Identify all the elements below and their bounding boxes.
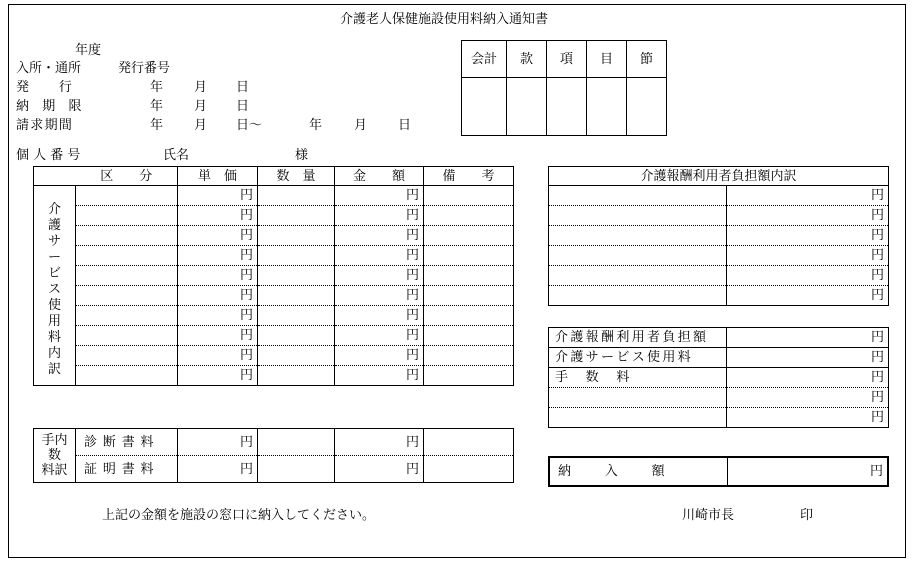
noki-label: 納 期 限 [16,99,87,114]
hakko-bango-label: 発行番号 [118,61,171,76]
service-row [34,286,514,306]
seikyu-month2: 月 [354,118,368,133]
service-row [34,226,514,246]
futan-item [549,226,727,246]
hakko-day: 日 [236,80,250,95]
vertical-char: ス [47,282,61,297]
futan-item [549,186,727,206]
service-biko [424,326,514,346]
service-kubun [76,286,178,306]
service-suryo [258,226,335,246]
summary-row [549,388,889,408]
account-moku: 目 [587,41,627,78]
service-kingaku: 円 [335,226,424,246]
summary-row [549,368,889,388]
service-suryo [258,306,335,326]
account-kan: 款 [507,41,547,78]
service-kingaku: 円 [335,346,424,366]
service-tanka: 円 [178,206,258,226]
service-tanka: 円 [178,226,258,246]
account-kaikei: 会計 [462,41,507,78]
service-tanka: 円 [178,286,258,306]
futan-row [549,286,889,306]
fee-summary-table [548,327,889,428]
service-kingaku: 円 [335,266,424,286]
futan-row [549,206,889,226]
service-row [34,306,514,326]
futan-amount: 円 [727,206,889,226]
service-kingaku: 円 [335,366,424,386]
service-kubun [76,346,178,366]
service-kingaku: 円 [335,206,424,226]
service-kubun [76,246,178,266]
summary-label [549,388,727,408]
account-kaikei-value [462,78,507,136]
seikyu-year: 年 [150,118,164,133]
tesuryo-label-line2: 数 [47,448,61,463]
account-kan-value [507,78,547,136]
futan-row [549,246,889,266]
service-row [34,186,514,206]
summary-amount: 円 [727,388,889,408]
shimei-label: 氏名 [163,148,190,163]
shindansho-tanka: 円 [178,429,258,456]
tesuryo-label-line3: 料訳 [41,463,68,478]
kojin-bango-label: 個 人 番 号 [16,148,81,163]
service-suryo [258,186,335,206]
account-code-table [461,40,667,136]
futan-amount: 円 [727,186,889,206]
service-biko [424,306,514,326]
service-kingaku: 円 [335,326,424,346]
seikyu-label: 請求期間 [16,118,74,133]
service-tanka: 円 [178,306,258,326]
service-vertical-label [34,186,76,386]
summary-amount: 円 [727,408,889,428]
summary-label: 手 数 料 [549,368,727,388]
service-kingaku: 円 [335,246,424,266]
header-biko: 備 考 [424,167,514,186]
hakko-month: 月 [194,80,208,95]
futan-item [549,266,727,286]
shindansho-label: 診断書料 [76,429,178,456]
account-setsu-value [627,78,667,136]
seikyu-month: 月 [194,118,208,133]
header-tanka: 単 価 [178,167,258,186]
header-suryo: 数 量 [258,167,335,186]
noki-day: 日 [236,99,250,114]
account-kou-value [547,78,587,136]
seal-mark: 印 [800,508,814,523]
service-tanka: 円 [178,246,258,266]
futan-amount: 円 [727,266,889,286]
service-row [34,206,514,226]
summary-row [549,328,889,348]
vertical-char: 料 [47,330,61,345]
futan-item [549,246,727,266]
service-suryo [258,366,335,386]
futan-amount: 円 [727,246,889,266]
service-kubun [76,206,178,226]
service-kingaku: 円 [335,186,424,206]
service-tanka: 円 [178,266,258,286]
service-kubun [76,226,178,246]
shomeisho-biko [424,456,514,483]
service-kubun [76,266,178,286]
service-suryo [258,246,335,266]
service-kubun [76,326,178,346]
issuer-name: 川崎市長 [682,508,735,523]
noki-year: 年 [150,99,164,114]
summary-row [549,348,889,368]
summary-amount: 円 [727,328,889,348]
seikyu-day: 日～ [236,118,263,133]
service-row [34,366,514,386]
futan-breakdown-title: 介護報酬利用者負担額内訳 [549,167,889,186]
service-tanka: 円 [178,366,258,386]
service-tanka: 円 [178,346,258,366]
service-biko [424,186,514,206]
service-suryo [258,286,335,306]
summary-label [549,408,727,428]
account-kou: 項 [547,41,587,78]
service-row [34,246,514,266]
vertical-char: 用 [47,314,61,329]
service-row [34,266,514,286]
seikyu-year2: 年 [309,118,323,133]
service-biko [424,346,514,366]
service-suryo [258,206,335,226]
tesuryo-label-line1: 手内 [41,433,68,448]
vertical-char: 護 [47,218,61,233]
summary-amount: 円 [727,348,889,368]
service-tanka: 円 [178,186,258,206]
service-kubun [76,186,178,206]
account-moku-value [587,78,627,136]
hakko-label: 発 行 [16,80,74,95]
shomeisho-tanka: 円 [178,456,258,483]
document-title: 介護老人保健施設使用料納入通知書 [340,12,549,27]
service-suryo [258,346,335,366]
service-biko [424,366,514,386]
service-biko [424,206,514,226]
futan-row [549,186,889,206]
tesuryo-table [33,428,514,483]
summary-row [549,408,889,428]
service-biko [424,266,514,286]
service-biko [424,226,514,246]
vertical-char: ビ [47,266,61,281]
futan-row [549,226,889,246]
service-suryo [258,326,335,346]
service-kingaku: 円 [335,286,424,306]
summary-amount: 円 [727,368,889,388]
futan-amount: 円 [727,226,889,246]
service-row [34,326,514,346]
nounyu-label: 納 入 額 [549,457,727,486]
shindansho-biko [424,429,514,456]
service-kubun [76,366,178,386]
header-kingaku: 金 額 [335,167,424,186]
service-kubun [76,306,178,326]
shomeisho-kingaku: 円 [335,456,424,483]
shomeisho-suryo [258,456,335,483]
vertical-char: 内 [47,346,61,361]
nounyu-table [548,456,889,487]
service-biko [424,286,514,306]
nounyu-amount: 円 [869,464,883,479]
service-kingaku: 円 [335,306,424,326]
nyusho-label: 入所・通所 [16,61,82,76]
futan-breakdown-table [548,166,889,306]
shindansho-suryo [258,429,335,456]
nendo-label: 年度 [75,43,102,58]
vertical-char: サ [47,234,61,249]
futan-item [549,286,727,306]
account-setsu: 節 [627,41,667,78]
hakko-year: 年 [150,80,164,95]
service-fee-table [33,166,514,386]
futan-amount: 円 [727,286,889,306]
service-suryo [258,266,335,286]
sama-label: 様 [295,148,309,163]
summary-label: 介護報酬利用者負担額 [549,328,727,348]
futan-row [549,266,889,286]
vertical-char: ー [47,250,61,265]
vertical-char: 訳 [47,362,61,377]
vertical-char: 使 [47,298,61,313]
footer-message: 上記の金額を施設の窓口に納入してください。 [102,508,376,523]
futan-item [549,206,727,226]
service-tanka: 円 [178,326,258,346]
service-row [34,346,514,366]
shomeisho-label: 証明書料 [76,456,178,483]
summary-label: 介護サービス使用料 [549,348,727,368]
shindansho-kingaku: 円 [335,429,424,456]
noki-month: 月 [194,99,208,114]
service-biko [424,246,514,266]
tesuryo-label [34,429,76,483]
seikyu-day2: 日 [398,118,412,133]
header-kubun: 区 分 [76,167,178,186]
vertical-char: 介 [47,202,61,217]
